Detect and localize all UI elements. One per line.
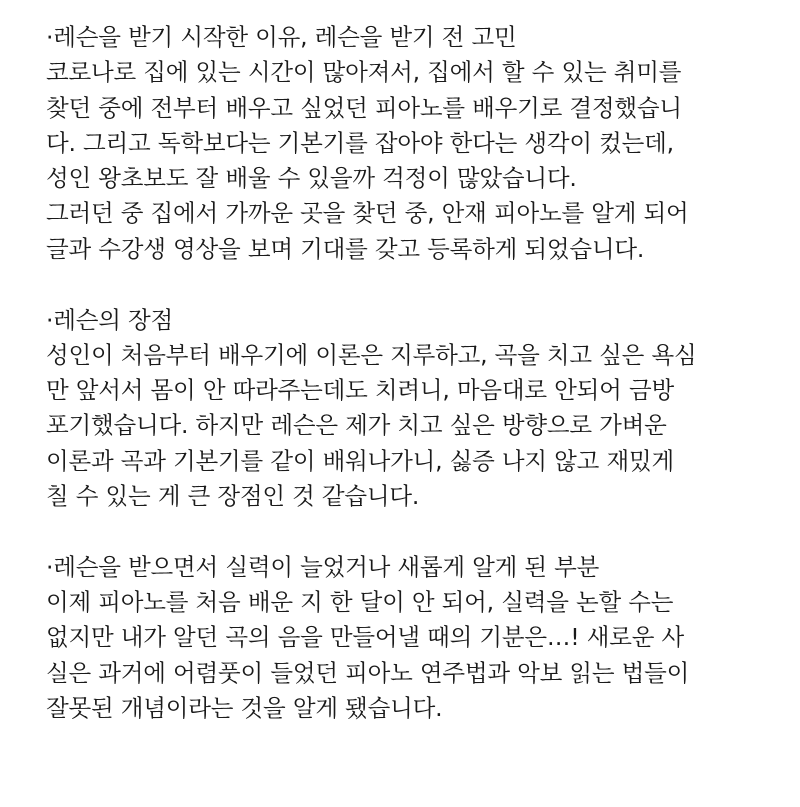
text-line: 코로나로 집에 있는 시간이 많아져서, 집에서 할 수 있는 취미를 (46, 58, 682, 87)
text-line: 없지만 내가 알던 곡의 음을 만들어낼 때의 기분은…! 새로운 사 (46, 623, 684, 652)
text-line: 칠 수 있는 게 큰 장점인 것 같습니다. (46, 482, 420, 511)
text-line: 성인 왕초보도 잘 배울 수 있을까 걱정이 많았습니다. (46, 164, 577, 193)
section-reason-and-worries (46, 20, 766, 267)
text-line: 이론과 곡과 기본기를 같이 배워나가니, 싫증 나지 않고 재밌게 (46, 446, 674, 475)
text-line: 성인이 처음부터 배우기에 이론은 지루하고, 곡을 치고 싶은 욕심 (46, 340, 697, 369)
text-line: 만 앞서서 몸이 안 따라주는데도 치려니, 마음대로 안되어 금방 (46, 376, 674, 405)
text-line: 잘못된 개념이라는 것을 알게 됐습니다. (46, 694, 443, 723)
text-line: 이제 피아노를 처음 배운 지 한 달이 안 되어, 실력을 논할 수는 (46, 588, 674, 617)
text-line: 글과 수강생 영상을 보며 기대를 갖고 등록하게 되었습니다. (46, 234, 645, 263)
text-line: 실은 과거에 어렴풋이 들었던 피아노 연주법과 악보 읽는 법들이 (46, 658, 690, 687)
review-text-body (46, 20, 766, 726)
section-heading: ·레슨의 장점 (46, 305, 174, 334)
section-improvements-learned (46, 550, 766, 726)
text-line: 찾던 중에 전부터 배우고 싶었던 피아노를 배우기로 결정했습니 (46, 93, 682, 122)
section-lesson-advantages (46, 303, 766, 515)
text-line: 포기했습니다. 하지만 레슨은 제가 치고 싶은 방향으로 가벼운 (46, 411, 667, 440)
section-heading: ·레슨을 받으면서 실력이 늘었거나 새롭게 알게 된 부분 (46, 552, 600, 581)
text-line: 다. 그리고 독학보다는 기본기를 잡아야 한다는 생각이 컸는데, (46, 128, 674, 157)
text-line: 그러던 중 집에서 가까운 곳을 찾던 중, 안재 피아노를 알게 되어 (46, 199, 689, 228)
section-heading: ·레슨을 받기 시작한 이유, 레슨을 받기 전 고민 (46, 23, 517, 51)
